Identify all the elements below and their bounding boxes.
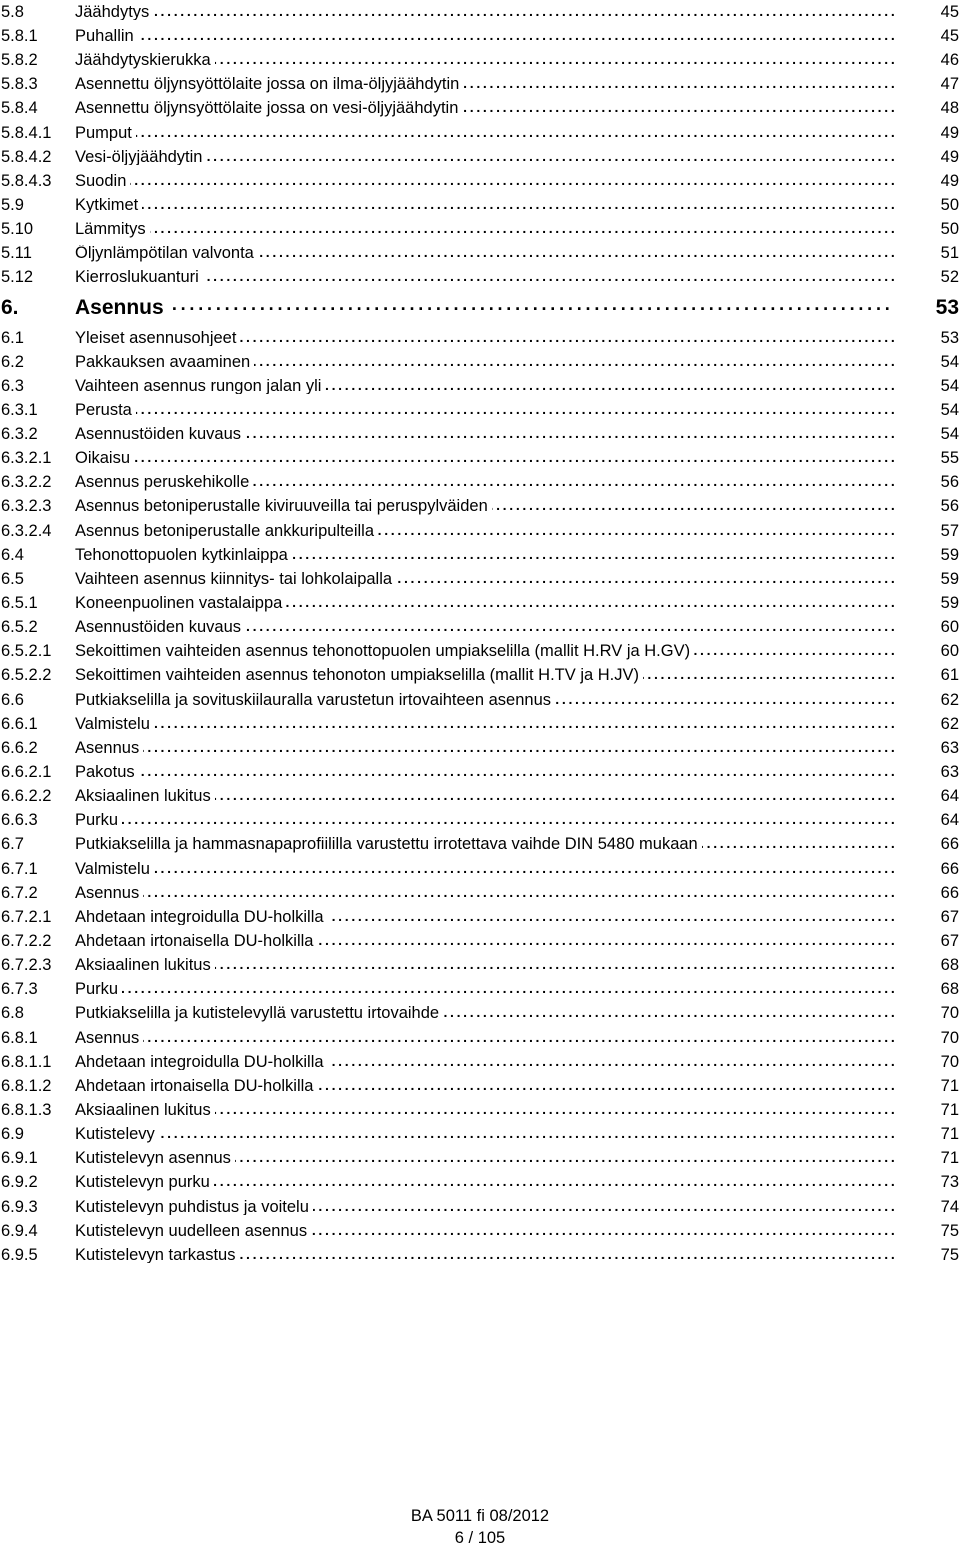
toc-entry-page: 49 (940, 171, 959, 190)
toc-entry-title: Ahdetaan integroidulla DU-holkilla . . . (75, 909, 894, 926)
toc-entry[interactable] (0, 760, 960, 784)
toc-entry-number: 6.6.2 (1, 738, 38, 757)
toc-entry-title: Jäähdytys . . . (75, 4, 894, 21)
toc-entry[interactable] (0, 217, 960, 241)
toc-entry[interactable] (0, 591, 960, 615)
toc-entry-page: 56 (940, 473, 959, 492)
toc-entry[interactable] (0, 929, 960, 953)
toc-entry-page: 51 (940, 244, 959, 263)
toc-entry[interactable] (0, 1146, 960, 1170)
toc-entry-number: 6.6 (1, 690, 24, 709)
toc-entry-title: Asennustöiden kuvaus . . . (75, 619, 894, 636)
toc-entry-page: 74 (940, 1197, 959, 1216)
toc-entry-number: 5.8.4.3 (1, 171, 52, 190)
toc-entry-title: Pakotus . . . (75, 764, 894, 781)
toc-entry-title: Kutistelevyn puhdistus ja voitelu . . . (75, 1199, 894, 1216)
toc-entry-page: 67 (940, 932, 959, 951)
toc-entry-title: Puhallin . . . (75, 28, 894, 45)
toc-entry-title: Asennettu öljynsyöttölaite jossa on vesi-öljyjäähdytin . . . (75, 100, 894, 117)
toc-entry-title: Asennustöiden kuvaus . . . (75, 426, 894, 443)
toc-entry[interactable] (0, 193, 960, 217)
toc-entry-title: Putkiakselilla ja hammasnapaprofiililla varustettu irrotettava vaihde DIN 5480 mukaan . . . (75, 836, 894, 853)
toc-entry-title: Oikaisu . . . (75, 450, 894, 467)
toc-entry-title: Asennus . . . (75, 885, 894, 902)
toc-entry-number: 6.3 (1, 376, 24, 395)
toc-entry-page: 53 (940, 328, 959, 347)
toc-entry-number: 6. (1, 296, 19, 320)
toc-entry-title: Asennettu öljynsyöttölaite jossa on ilma-öljyjäähdytin . . . (75, 76, 894, 93)
toc-entry[interactable] (0, 398, 960, 422)
toc-entry[interactable] (0, 1002, 960, 1026)
toc-entry-title: Vaihteen asennus rungon jalan yli . . . (75, 378, 894, 395)
toc-entry[interactable] (0, 350, 960, 374)
toc-entry-number: 6.9.3 (1, 1197, 38, 1216)
toc-entry-number: 5.11 (1, 244, 32, 263)
toc-entry-page: 50 (940, 220, 959, 239)
toc-entry-title: Purku . . . (75, 981, 894, 998)
toc-entry[interactable] (0, 241, 960, 265)
toc-entry[interactable] (0, 1171, 960, 1195)
toc-entry-title: Aksiaalinen lukitus . . . (75, 788, 894, 805)
toc-entry-page: 73 (940, 1173, 959, 1192)
toc-entry-number: 6.8.1.3 (1, 1101, 52, 1119)
toc-entry[interactable] (0, 1219, 960, 1243)
toc-entry[interactable] (0, 1243, 960, 1267)
toc-entry-number: 6.5.1 (1, 594, 38, 613)
toc-entry-page: 54 (940, 352, 959, 371)
document-id: BA 5011 fi 08/2012 (410, 1507, 550, 1525)
toc-entry-page: 71 (940, 1076, 959, 1095)
toc-entry-number: 5.8.4.2 (1, 147, 52, 166)
page-number: 6 / 105 (454, 1529, 506, 1547)
toc-entry-page: 67 (940, 907, 959, 926)
toc-entry-number: 5.8.4.1 (1, 123, 52, 142)
toc-entry-number: 5.12 (1, 268, 34, 287)
toc-entry[interactable] (0, 374, 960, 398)
toc-entry[interactable] (0, 977, 960, 1001)
toc-entry-page: 48 (940, 99, 959, 118)
toc-entry-title: Suodin . . . (75, 173, 894, 190)
toc-entry[interactable] (0, 422, 960, 446)
toc-entry-page: 59 (940, 545, 959, 564)
toc-entry-number: 6.8.1.1 (1, 1052, 52, 1071)
toc-entry-number: 5.9 (1, 195, 24, 214)
toc-entry-title: Kierroslukuanturi . . . (75, 269, 894, 286)
toc-entry-number: 5.8.2 (1, 51, 38, 70)
toc-entry[interactable] (0, 446, 960, 470)
toc-entry[interactable] (0, 121, 960, 145)
toc-entry-page: 49 (940, 123, 959, 142)
toc-entry-number: 6.5.2.1 (1, 642, 52, 661)
toc-entry-number: 6.6.2.2 (1, 787, 52, 806)
toc-entry-title: Purku . . . (75, 812, 894, 829)
toc-entry-title: Lämmitys . . . (75, 221, 894, 238)
toc-entry-title: Kutistelevyn tarkastus . . . (75, 1247, 894, 1264)
toc-entry-title: Kutistelevy . . . (75, 1126, 894, 1143)
toc-entry-number: 6.5.2 (1, 618, 38, 637)
toc-entry-page: 47 (940, 75, 959, 94)
toc-entry-title: Putkiakselilla ja sovituskiilauralla varustetun irtovaihteen asennus . . . (75, 692, 894, 709)
toc-entry-page: 60 (940, 618, 959, 637)
toc-entry-page: 61 (940, 666, 959, 685)
toc-entry-number: 6.7.2.2 (1, 932, 52, 951)
toc-entry-number: 6.9.2 (1, 1173, 38, 1192)
toc-entry-number: 5.8.1 (1, 26, 38, 45)
toc-entry-number: 5.8.3 (1, 75, 38, 94)
toc-entry-page: 52 (940, 268, 959, 287)
toc-entry-number: 6.9.1 (1, 1149, 38, 1168)
toc-entry-title: Pumput . . . (75, 125, 894, 142)
toc-entry-number: 5.8.4 (1, 99, 38, 118)
toc-entry-page: 63 (940, 738, 959, 757)
toc-entry[interactable] (0, 1098, 960, 1122)
toc-entry[interactable] (0, 1026, 960, 1050)
toc-entry-title: Valmistelu . . . (75, 716, 894, 733)
toc-entry-title: Pakkauksen avaaminen . . . (75, 354, 894, 371)
toc-entry-title: Aksiaalinen lukitus . . . (75, 957, 894, 974)
toc-entry-page: 60 (940, 642, 959, 661)
toc-entry[interactable] (0, 1074, 960, 1098)
toc-entry-number: 6.9.5 (1, 1245, 38, 1264)
toc-entry-page: 75 (940, 1221, 959, 1240)
toc-entry-page: 55 (940, 449, 959, 468)
toc-entry-title: Ahdetaan irtonaisella DU-holkilla . . . (75, 1078, 894, 1095)
toc-entry-page: 68 (940, 980, 959, 999)
toc-entry[interactable] (0, 857, 960, 881)
toc-entry-page: 70 (940, 1028, 959, 1047)
toc-entry-page: 71 (940, 1149, 959, 1168)
toc-entry-title: Asennus . . . (75, 1030, 894, 1047)
toc-entry-number: 6.7.2.1 (1, 907, 52, 926)
toc-entry-page: 59 (940, 594, 959, 613)
toc-entry[interactable] (0, 24, 960, 48)
toc-entry-page: 57 (940, 521, 959, 540)
toc-entry[interactable] (0, 640, 960, 664)
toc-entry-number: 6.7.2.3 (1, 956, 52, 975)
toc-entry[interactable] (0, 72, 960, 96)
toc-entry[interactable] (0, 519, 960, 543)
toc-entry[interactable] (0, 664, 960, 688)
toc-entry-title: Kytkimet . . . (75, 197, 894, 214)
toc-entry-page: 62 (940, 690, 959, 709)
toc-entry-page: 54 (940, 376, 959, 395)
toc-entry-title: Asennus betoniperustalle kiviruuveilla tai peruspylväiden . . . (75, 498, 894, 515)
toc-entry-page: 70 (940, 1004, 959, 1023)
toc-entry-title: Kutistelevyn asennus . . . (75, 1150, 894, 1167)
toc-entry-number: 6.3.2.1 (1, 449, 52, 468)
toc-entry-page: 54 (940, 425, 959, 444)
toc-entry-title: Asennus . . . (75, 740, 894, 757)
toc-entry[interactable] (0, 1122, 960, 1146)
toc-entry-page: 62 (940, 714, 959, 733)
toc-entry-title: Öljynlämpötilan valvonta . . . (75, 245, 894, 262)
toc-entry-page: 45 (940, 2, 959, 21)
toc-entry[interactable] (0, 953, 960, 977)
toc-entry-page: 45 (940, 26, 959, 45)
toc-entry-title: Kutistelevyn uudelleen asennus . . . (75, 1223, 894, 1240)
toc-entry-number: 6.8.1.2 (1, 1076, 52, 1095)
toc-entry[interactable] (0, 905, 960, 929)
toc-entry-number: 6.8.1 (1, 1028, 38, 1047)
toc-entry-number: 6.4 (1, 545, 24, 564)
toc-entry-page: 75 (940, 1245, 959, 1264)
toc-entry-title: Vaihteen asennus kiinnitys- tai lohkolaipalla . . . (75, 571, 894, 588)
toc-entry[interactable] (0, 471, 960, 495)
toc-entry[interactable] (0, 712, 960, 736)
toc-entry-page: 68 (940, 956, 959, 975)
toc-entry-title: Sekoittimen vaihteiden asennus tehonottopuolen umpiakselilla (mallit H.RV ja H.GV) . . . (75, 643, 894, 660)
toc-entry-page: 70 (940, 1052, 959, 1071)
toc-entry-page: 71 (940, 1125, 959, 1144)
toc-entry-number: 6.5.2.2 (1, 666, 52, 685)
toc-chapter-entry[interactable] (0, 290, 960, 326)
toc-entry-title: Perusta . . . (75, 402, 894, 419)
toc-entry-title: Vesi-öljyjäähdytin . . . (75, 149, 894, 166)
toc-entry-page: 59 (940, 569, 959, 588)
toc-entry-page: 64 (940, 787, 959, 806)
toc-entry[interactable] (0, 1195, 960, 1219)
toc-entry[interactable] (0, 97, 960, 121)
toc-entry[interactable] (0, 688, 960, 712)
toc-entry[interactable] (0, 495, 960, 519)
toc-entry[interactable] (0, 784, 960, 808)
toc-entry-number: 6.9 (1, 1125, 24, 1144)
toc-entry-title: Sekoittimen vaihteiden asennus tehonoton umpiakselilla (mallit H.TV ja H.JV) . . . (75, 667, 894, 684)
toc-entry-page: 46 (940, 51, 959, 70)
toc-entry-title: Asennus peruskehikolle . . . (75, 474, 894, 491)
toc-entry[interactable] (0, 326, 960, 350)
toc-entry-number: 5.10 (1, 220, 34, 239)
toc-entry-number: 6.8 (1, 1004, 24, 1023)
toc-entry[interactable] (0, 543, 960, 567)
toc-entry-number: 6.6.1 (1, 714, 38, 733)
toc-entry-number: 6.3.2.2 (1, 473, 52, 492)
toc-entry[interactable] (0, 0, 960, 24)
toc-entry-title: Aksiaalinen lukitus . . . (75, 1102, 894, 1119)
toc-entry-page: 63 (940, 763, 959, 782)
toc-entry-number: 6.2 (1, 352, 24, 371)
toc-entry-number: 6.5 (1, 569, 24, 588)
toc-entry-title: Putkiakselilla ja kutistelevyllä varustettu irtovaihde . . . (75, 1005, 894, 1022)
toc-entry-title: Valmistelu . . . (75, 861, 894, 878)
toc-entry[interactable] (0, 1050, 960, 1074)
toc-entry-page: 66 (940, 835, 959, 854)
toc-entry[interactable] (0, 881, 960, 905)
toc-entry-number: 6.3.2 (1, 425, 38, 444)
toc-entry-title: Tehonottopuolen kytkinlaippa . . . (75, 547, 894, 564)
toc-entry-title: Kutistelevyn purku . . . (75, 1174, 894, 1191)
toc-entry[interactable] (0, 833, 960, 857)
toc-entry-number: 6.3.2.4 (1, 521, 52, 540)
toc-entry[interactable] (0, 736, 960, 760)
toc-entry-number: 6.1 (1, 328, 24, 347)
toc-entry[interactable] (0, 615, 960, 639)
toc-entry-number: 6.7 (1, 835, 24, 854)
toc-entry-page: 71 (940, 1101, 959, 1119)
toc-entry-title: Koneenpuolinen vastalaippa . . . (75, 595, 894, 612)
toc-entry-number: 6.7.3 (1, 980, 38, 999)
toc-entry-number: 6.3.1 (1, 400, 38, 419)
toc-entry[interactable] (0, 48, 960, 72)
toc-entry-page: 64 (940, 811, 959, 830)
toc-entry-page: 56 (940, 497, 959, 516)
page-footer (0, 1505, 960, 1549)
toc-entry[interactable] (0, 266, 960, 290)
toc-entry-number: 6.7.1 (1, 859, 38, 878)
toc-entry[interactable] (0, 169, 960, 193)
toc-entry-title: Asennus betoniperustalle ankkuripulteilla . . . (75, 523, 894, 540)
toc-entry[interactable] (0, 809, 960, 833)
toc-entry-title: Jäähdytyskierukka . . . (75, 52, 894, 69)
toc-entry-number: 6.9.4 (1, 1221, 38, 1240)
toc-entry-number: 5.8 (1, 2, 24, 21)
toc-entry-title: Yleiset asennusohjeet . . . (75, 330, 894, 347)
toc-entry-title: Asennus . . . (75, 297, 894, 318)
toc-entry-title: Ahdetaan integroidulla DU-holkilla . . . (75, 1054, 894, 1071)
toc-entry[interactable] (0, 145, 960, 169)
toc-entry-page: 49 (940, 147, 959, 166)
toc-entry-page: 66 (940, 883, 959, 902)
toc-entry-number: 6.6.2.1 (1, 763, 52, 782)
toc-entry-number: 6.6.3 (1, 811, 38, 830)
toc-entry[interactable] (0, 567, 960, 591)
toc-entry-page: 53 (935, 296, 959, 320)
toc-entry-page: 54 (940, 400, 959, 419)
toc-entry-number: 6.3.2.3 (1, 497, 52, 516)
toc-entry-page: 66 (940, 859, 959, 878)
toc-entry-title: Ahdetaan irtonaisella DU-holkilla . . . (75, 933, 894, 950)
toc-entry-page: 50 (940, 195, 959, 214)
toc-entry-number: 6.7.2 (1, 883, 38, 902)
